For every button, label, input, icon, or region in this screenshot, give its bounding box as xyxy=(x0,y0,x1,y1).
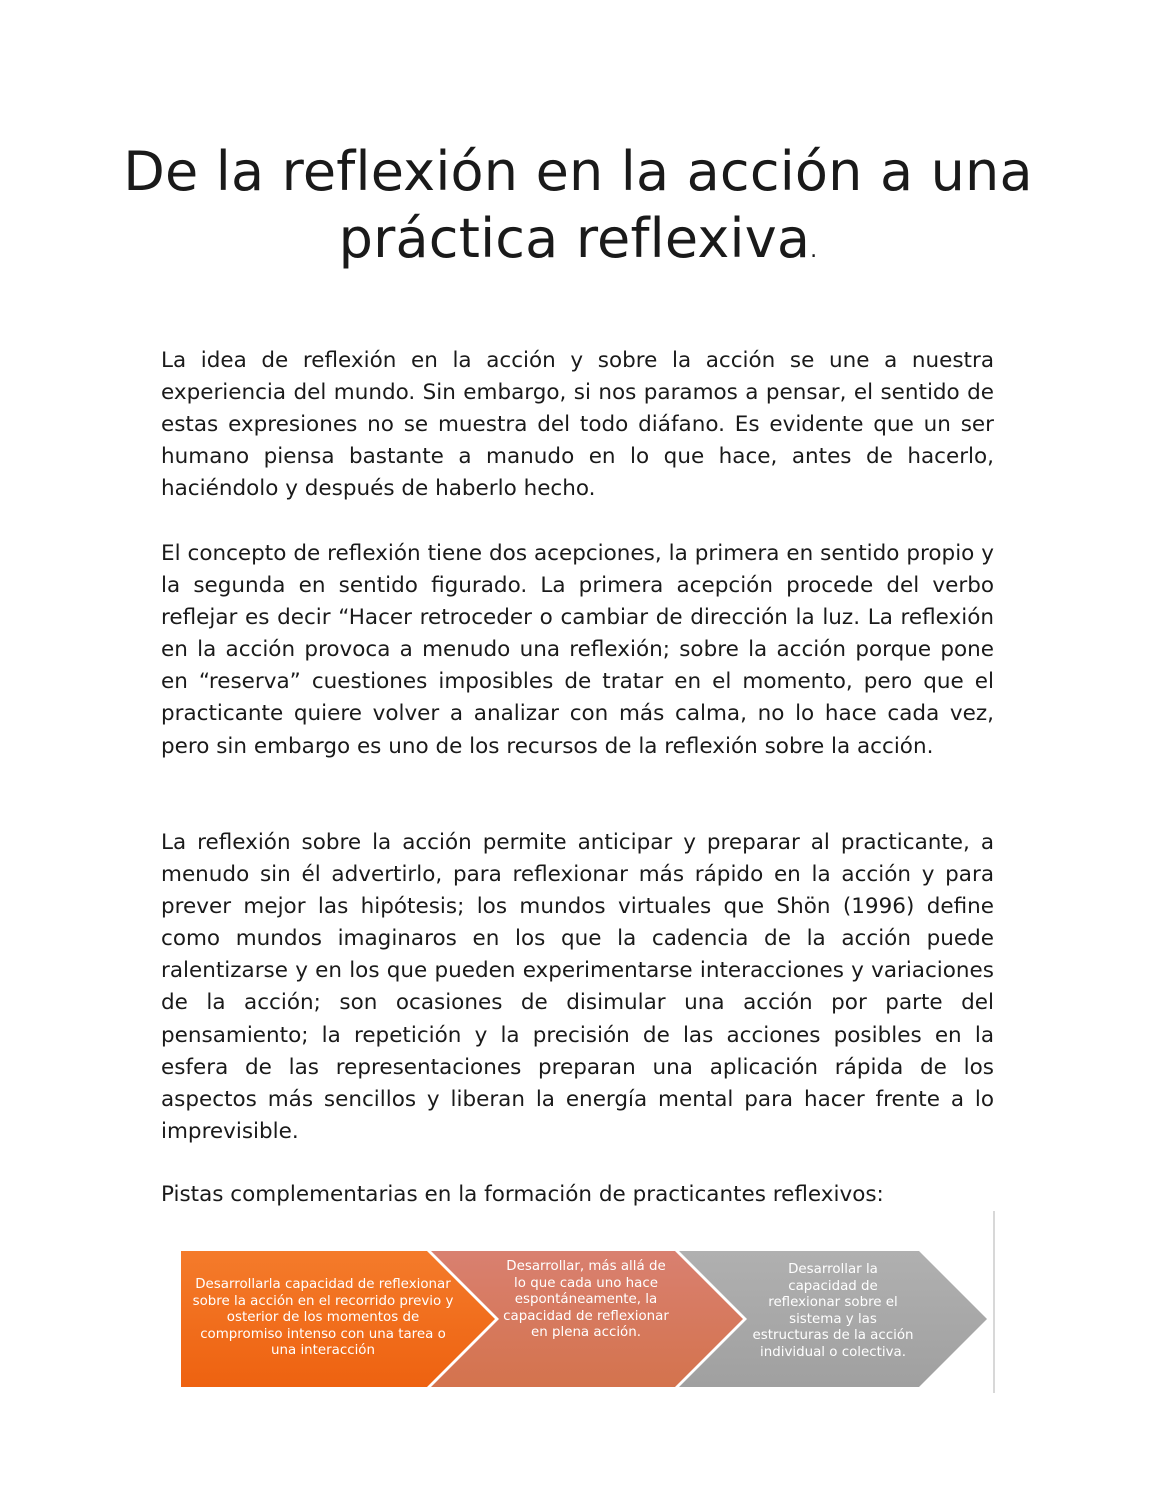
step-2-text: Desarrollar, más allá de lo que cada uno hace espontáneamente, la capacidad de reflexionar en plena acción. xyxy=(503,1259,669,1341)
paragraph-4: Pistas complementarias en la formación de practicantes reflexivos: xyxy=(161,1182,884,1207)
step-1-text: Desarrollarla capacidad de reflexionar sobre la acción en el recorrido previo y osterior de los momentos de compromiso intenso con una tarea o una interacción xyxy=(192,1277,454,1359)
paragraph-3: La reflexión sobre la acción permite anticipar y preparar al practicante, a menudo sin él advertirlo, para reflexionar más rápido en la acción y para prever mejor las hipótesis; los mundos virtuales que Shön (1996) define como mundos imaginaros en los que la cadencia de la acción puede ralentizarse y en los que pueden experimentarse interacciones y variaciones de la acción; son ocasiones de disimular una acción por parte del pensamiento; la repetición y la precisión de las acciones posibles en la esfera de las representaciones preparan una aplicación rápida de los aspectos más sencillos y liberan la energía mental para hacer frente a lo imprevisible. xyxy=(161,830,994,1144)
step-3-text: Desarrollar la capacidad de reflexionar sobre el sistema y las estructuras de la acción individual o colectiva. xyxy=(752,1262,914,1360)
document-title-text: De la reflexión en la acción a una práctica reflexiva xyxy=(123,140,1033,270)
document-title xyxy=(120,138,1036,284)
paragraph-1: La idea de reflexión en la acción y sobre la acción se une a nuestra experiencia del mundo. Sin embargo, si nos paramos a pensar, el sentido de estas expresiones no se muestra del todo diáfano. Es evidente que un ser humano piensa bastante a manudo en lo que hace, antes de hacerlo, haciéndolo y después de haberlo hecho. xyxy=(161,348,994,502)
paragraph-2: El concepto de reflexión tiene dos acepciones, la primera en sentido propio y la segunda en sentido figurado. La primera acepción procede del verbo reflejar es decir “Hacer retroceder o cambiar de dirección la luz. La reflexión en la acción provoca a menudo una reflexión; sobre la acción porque pone en “reserva” cuestiones imposibles de tratar en el momento, pero que el practicante quiere volver a analizar con más calma, no lo hace cada vez, pero sin embargo es uno de los recursos de la reflexión sobre la acción. xyxy=(161,541,994,759)
document-title-dot: . xyxy=(810,238,818,263)
vertical-divider xyxy=(993,1211,995,1393)
